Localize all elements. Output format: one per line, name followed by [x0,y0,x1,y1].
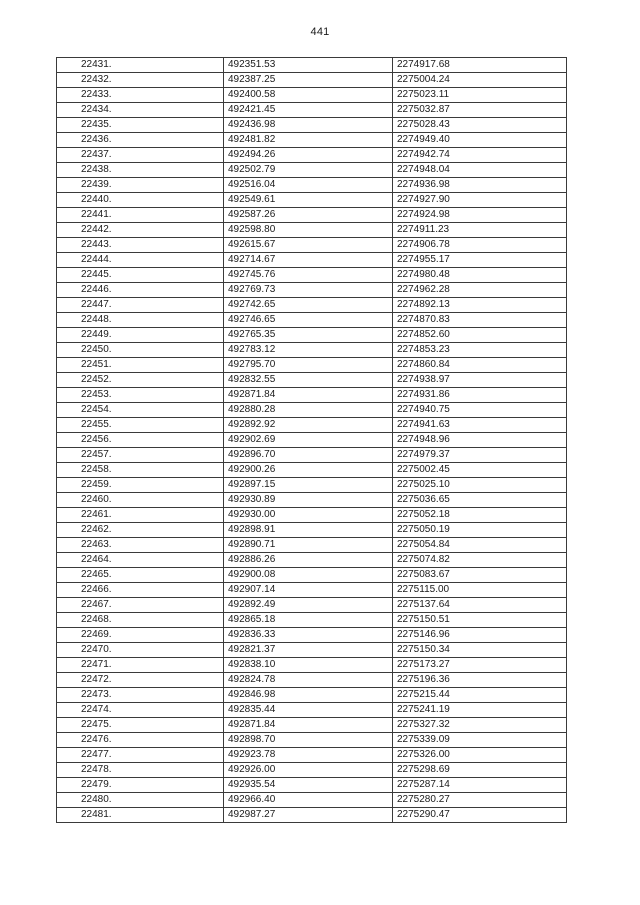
x-coordinate-cell: 492900.26 [224,463,393,478]
table-row [57,688,567,703]
table-row [57,808,567,823]
point-number-cell: 22469. [57,628,224,643]
table-row [57,133,567,148]
x-coordinate-cell: 492769.73 [224,283,393,298]
point-number-cell: 22480. [57,793,224,808]
table-row [57,328,567,343]
point-number-cell: 22447. [57,298,224,313]
y-coordinate-cell: 2275287.14 [393,778,567,793]
point-number-cell: 22442. [57,223,224,238]
y-coordinate-cell: 2275036.65 [393,493,567,508]
point-number-cell: 22431. [57,58,224,73]
table-row [57,508,567,523]
x-coordinate-cell: 492902.69 [224,433,393,448]
x-coordinate-cell: 492821.37 [224,643,393,658]
point-number-cell: 22470. [57,643,224,658]
table-row [57,748,567,763]
y-coordinate-cell: 2274936.98 [393,178,567,193]
x-coordinate-cell: 492926.00 [224,763,393,778]
point-number-cell: 22473. [57,688,224,703]
y-coordinate-cell: 2274892.13 [393,298,567,313]
point-number-cell: 22449. [57,328,224,343]
y-coordinate-cell: 2275215.44 [393,688,567,703]
y-coordinate-cell: 2275115.00 [393,583,567,598]
table-row [57,88,567,103]
y-coordinate-cell: 2275025.10 [393,478,567,493]
y-coordinate-cell: 2275290.47 [393,808,567,823]
table-row [57,673,567,688]
point-number-cell: 22457. [57,448,224,463]
x-coordinate-cell: 492892.92 [224,418,393,433]
table-row [57,73,567,88]
x-coordinate-cell: 492892.49 [224,598,393,613]
x-coordinate-cell: 492832.55 [224,373,393,388]
coordinates-table-body [57,58,567,823]
y-coordinate-cell: 2275150.51 [393,613,567,628]
point-number-cell: 22440. [57,193,224,208]
x-coordinate-cell: 492896.70 [224,448,393,463]
x-coordinate-cell: 492935.54 [224,778,393,793]
table-row [57,778,567,793]
table-row [57,658,567,673]
point-number-cell: 22466. [57,583,224,598]
y-coordinate-cell: 2275241.19 [393,703,567,718]
y-coordinate-cell: 2275327.32 [393,718,567,733]
x-coordinate-cell: 492880.28 [224,403,393,418]
table-row [57,103,567,118]
y-coordinate-cell: 2275028.43 [393,118,567,133]
point-number-cell: 22458. [57,463,224,478]
table-row [57,463,567,478]
x-coordinate-cell: 492387.25 [224,73,393,88]
coordinates-table [56,57,567,823]
table-row [57,703,567,718]
point-number-cell: 22459. [57,478,224,493]
y-coordinate-cell: 2275052.18 [393,508,567,523]
table-row [57,268,567,283]
y-coordinate-cell: 2275023.11 [393,88,567,103]
point-number-cell: 22460. [57,493,224,508]
point-number-cell: 22437. [57,148,224,163]
y-coordinate-cell: 2274927.90 [393,193,567,208]
table-row [57,343,567,358]
point-number-cell: 22468. [57,613,224,628]
x-coordinate-cell: 492865.18 [224,613,393,628]
x-coordinate-cell: 492871.84 [224,718,393,733]
point-number-cell: 22432. [57,73,224,88]
y-coordinate-cell: 2274931.86 [393,388,567,403]
table-row [57,628,567,643]
x-coordinate-cell: 492871.84 [224,388,393,403]
y-coordinate-cell: 2275032.87 [393,103,567,118]
point-number-cell: 22436. [57,133,224,148]
x-coordinate-cell: 492421.45 [224,103,393,118]
y-coordinate-cell: 2274938.97 [393,373,567,388]
point-number-cell: 22445. [57,268,224,283]
x-coordinate-cell: 492502.79 [224,163,393,178]
y-coordinate-cell: 2274942.74 [393,148,567,163]
y-coordinate-cell: 2275339.09 [393,733,567,748]
table-row [57,598,567,613]
table-row [57,163,567,178]
x-coordinate-cell: 492783.12 [224,343,393,358]
y-coordinate-cell: 2274917.68 [393,58,567,73]
table-row [57,763,567,778]
table-row [57,118,567,133]
table-row [57,403,567,418]
x-coordinate-cell: 492907.14 [224,583,393,598]
x-coordinate-cell: 492898.91 [224,523,393,538]
table-row [57,718,567,733]
point-number-cell: 22461. [57,508,224,523]
x-coordinate-cell: 492400.58 [224,88,393,103]
page-number: 441 [310,26,330,38]
table-row [57,478,567,493]
x-coordinate-cell: 492587.26 [224,208,393,223]
x-coordinate-cell: 492930.00 [224,508,393,523]
table-row [57,148,567,163]
y-coordinate-cell: 2275173.27 [393,658,567,673]
x-coordinate-cell: 492351.53 [224,58,393,73]
table-row [57,58,567,73]
point-number-cell: 22450. [57,343,224,358]
y-coordinate-cell: 2274955.17 [393,253,567,268]
x-coordinate-cell: 492615.67 [224,238,393,253]
x-coordinate-cell: 492824.78 [224,673,393,688]
point-number-cell: 22441. [57,208,224,223]
table-row [57,493,567,508]
y-coordinate-cell: 2275150.34 [393,643,567,658]
x-coordinate-cell: 492987.27 [224,808,393,823]
point-number-cell: 22444. [57,253,224,268]
point-number-cell: 22433. [57,88,224,103]
x-coordinate-cell: 492745.76 [224,268,393,283]
point-number-cell: 22443. [57,238,224,253]
x-coordinate-cell: 492494.26 [224,148,393,163]
table-row [57,193,567,208]
y-coordinate-cell: 2275137.64 [393,598,567,613]
point-number-cell: 22455. [57,418,224,433]
y-coordinate-cell: 2274852.60 [393,328,567,343]
table-row [57,733,567,748]
point-number-cell: 22481. [57,808,224,823]
y-coordinate-cell: 2274948.96 [393,433,567,448]
table-row [57,253,567,268]
table-row [57,583,567,598]
point-number-cell: 22474. [57,703,224,718]
x-coordinate-cell: 492481.82 [224,133,393,148]
x-coordinate-cell: 492795.70 [224,358,393,373]
table-row [57,223,567,238]
x-coordinate-cell: 492436.98 [224,118,393,133]
table-row [57,313,567,328]
y-coordinate-cell: 2274949.40 [393,133,567,148]
point-number-cell: 22451. [57,358,224,373]
y-coordinate-cell: 2275298.69 [393,763,567,778]
point-number-cell: 22479. [57,778,224,793]
table-row [57,418,567,433]
y-coordinate-cell: 2275146.96 [393,628,567,643]
table-row [57,283,567,298]
x-coordinate-cell: 492714.67 [224,253,393,268]
y-coordinate-cell: 2274979.37 [393,448,567,463]
point-number-cell: 22476. [57,733,224,748]
table-row [57,358,567,373]
y-coordinate-cell: 2274948.04 [393,163,567,178]
y-coordinate-cell: 2274980.48 [393,268,567,283]
x-coordinate-cell: 492838.10 [224,658,393,673]
x-coordinate-cell: 492598.80 [224,223,393,238]
y-coordinate-cell: 2274911.23 [393,223,567,238]
point-number-cell: 22438. [57,163,224,178]
x-coordinate-cell: 492890.71 [224,538,393,553]
y-coordinate-cell: 2274924.98 [393,208,567,223]
y-coordinate-cell: 2275196.36 [393,673,567,688]
x-coordinate-cell: 492898.70 [224,733,393,748]
x-coordinate-cell: 492900.08 [224,568,393,583]
point-number-cell: 22471. [57,658,224,673]
point-number-cell: 22452. [57,373,224,388]
y-coordinate-cell: 2274906.78 [393,238,567,253]
x-coordinate-cell: 492836.33 [224,628,393,643]
table-row [57,643,567,658]
y-coordinate-cell: 2274860.84 [393,358,567,373]
table-row [57,523,567,538]
point-number-cell: 22478. [57,763,224,778]
table-row [57,238,567,253]
x-coordinate-cell: 492835.44 [224,703,393,718]
y-coordinate-cell: 2275074.82 [393,553,567,568]
y-coordinate-cell: 2274940.75 [393,403,567,418]
x-coordinate-cell: 492897.15 [224,478,393,493]
table-row [57,568,567,583]
table-row [57,178,567,193]
point-number-cell: 22434. [57,103,224,118]
y-coordinate-cell: 2275004.24 [393,73,567,88]
x-coordinate-cell: 492549.61 [224,193,393,208]
point-number-cell: 22456. [57,433,224,448]
y-coordinate-cell: 2275002.45 [393,463,567,478]
table-row [57,448,567,463]
y-coordinate-cell: 2275054.84 [393,538,567,553]
point-number-cell: 22472. [57,673,224,688]
point-number-cell: 22464. [57,553,224,568]
point-number-cell: 22446. [57,283,224,298]
x-coordinate-cell: 492516.04 [224,178,393,193]
table-row [57,538,567,553]
x-coordinate-cell: 492930.89 [224,493,393,508]
point-number-cell: 22465. [57,568,224,583]
table-row [57,208,567,223]
y-coordinate-cell: 2274853.23 [393,343,567,358]
y-coordinate-cell: 2275050.19 [393,523,567,538]
table-row [57,553,567,568]
table-row [57,373,567,388]
point-number-cell: 22467. [57,598,224,613]
point-number-cell: 22448. [57,313,224,328]
x-coordinate-cell: 492765.35 [224,328,393,343]
x-coordinate-cell: 492923.78 [224,748,393,763]
point-number-cell: 22462. [57,523,224,538]
table-row [57,388,567,403]
point-number-cell: 22475. [57,718,224,733]
point-number-cell: 22453. [57,388,224,403]
y-coordinate-cell: 2275280.27 [393,793,567,808]
x-coordinate-cell: 492742.65 [224,298,393,313]
y-coordinate-cell: 2275083.67 [393,568,567,583]
x-coordinate-cell: 492846.98 [224,688,393,703]
point-number-cell: 22463. [57,538,224,553]
table-row [57,613,567,628]
table-row [57,298,567,313]
point-number-cell: 22439. [57,178,224,193]
point-number-cell: 22454. [57,403,224,418]
x-coordinate-cell: 492966.40 [224,793,393,808]
table-row [57,793,567,808]
point-number-cell: 22435. [57,118,224,133]
point-number-cell: 22477. [57,748,224,763]
y-coordinate-cell: 2274962.28 [393,283,567,298]
y-coordinate-cell: 2274941.63 [393,418,567,433]
y-coordinate-cell: 2275326.00 [393,748,567,763]
x-coordinate-cell: 492886.26 [224,553,393,568]
x-coordinate-cell: 492746.65 [224,313,393,328]
table-row [57,433,567,448]
y-coordinate-cell: 2274870.83 [393,313,567,328]
